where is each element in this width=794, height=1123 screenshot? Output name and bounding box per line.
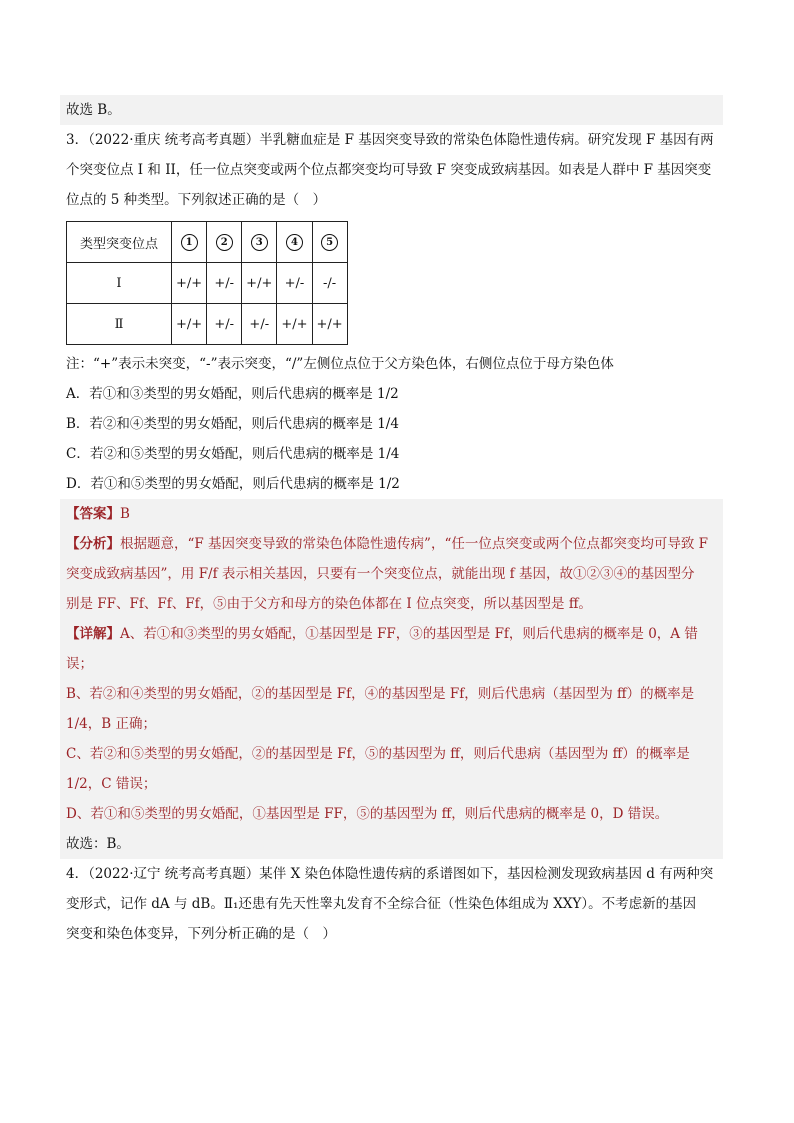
answer-explanation-block (60, 499, 723, 859)
q3-stem-line-3: 位点的 5 种类型。下列叙述正确的是（ ） (66, 192, 327, 208)
answer-label: 【答案】 (66, 506, 120, 522)
analysis-text-1: 根据题意，“F 基因突变导致的常染色体隐性遗传病”，“任一位点突变或两个位点都突变均可导致 F (120, 536, 709, 552)
q3-conclusion: 故选：B。 (66, 836, 130, 852)
answer-value: B (120, 506, 130, 522)
table-cell: +/- (277, 263, 312, 304)
row-label-site-1: I (67, 263, 172, 304)
table-cell: +/+ (172, 263, 207, 304)
q4-stem-line-3: 突变和染色体变异，下列分析正确的是（ ） (66, 926, 336, 942)
analysis-line-3: 别是 FF、Ff、Ff、Ff，⑤由于父方和母方的染色体都在 I 位点突变，所以基因型是 ff。 (66, 596, 592, 612)
question-4 (66, 859, 723, 949)
previous-question-conclusion: 故选 B。 (60, 95, 723, 125)
analysis-line-2: 突变成致病基因”，用 F/f 表示相关基因，只要有一个突变位点，就能出现 f 基因，故①②③④的基因型分 (66, 566, 695, 582)
row-label-site-2: Ⅱ (67, 304, 172, 345)
analysis-label: 【分析】 (66, 536, 120, 552)
analysis-line-1 (66, 529, 723, 559)
type-3-header: 3 (242, 222, 277, 263)
detail-d-line: D、若①和⑤类型的男女婚配，①基因型是 FF，⑤的基因型为 ff，则后代患病的概率是 0，D 错误。 (66, 806, 669, 822)
table-header-row (67, 222, 348, 263)
detail-label: 【详解】 (66, 626, 120, 642)
detail-a-line-2: 误； (66, 656, 93, 672)
table-note: 注：“+”表示未突变，“-”表示突变，“/”左侧位点位于父方染色体，右侧位点位于母方染色体 (66, 356, 614, 372)
table-cell: +/- (207, 304, 242, 345)
answer-line (66, 499, 723, 529)
type-5-header: 5 (312, 222, 347, 263)
table-cell: -/- (312, 263, 347, 304)
mutation-type-table (66, 221, 348, 345)
detail-a-text: A、若①和③类型的男女婚配，①基因型是 FF，③的基因型是 Ff，则后代患病的概率是 0，A 错 (120, 626, 698, 642)
q3-stem-line-2: 个突变位点 I 和 II，任一位点突变或两个位点都突变均可导致 F 突变成致病基因。如表是人群中 F 基因突变 (66, 162, 712, 178)
detail-a-line-1 (66, 619, 723, 649)
q3-stem-line-1: 3．（2022·重庆 统考高考真题）半乳糖血症是 F 基因突变导致的常染色体隐性遗传病。研究发现 F 基因有两 (66, 132, 714, 148)
table-cell: +/- (242, 304, 277, 345)
detail-b-line-1: B、若②和④类型的男女婚配，②的基因型是 Ff，④的基因型是 Ff，则后代患病（基因型为 ff）的概率是 (66, 686, 695, 702)
table-cell: +/+ (312, 304, 347, 345)
type-1-header: 1 (172, 222, 207, 263)
table-cell: +/+ (242, 263, 277, 304)
q4-stem-line-1: 4．（2022·辽宁 统考高考真题）某伴 X 染色体隐性遗传病的系谱图如下，基因检测发现致病基因 d 有两种突 (66, 866, 714, 882)
table-header-cell: 类型突变位点 (67, 222, 172, 263)
detail-c-line-2: 1/2，C 错误； (66, 776, 157, 792)
type-4-header: 4 (277, 222, 312, 263)
table-cell: +/+ (277, 304, 312, 345)
detail-b-line-2: 1/4，B 正确； (66, 716, 156, 732)
option-b: B．若②和④类型的男女婚配，则后代患病的概率是 1/4 (66, 416, 399, 432)
table-cell: +/- (207, 263, 242, 304)
document-page (66, 95, 723, 949)
table-row (67, 304, 348, 345)
option-d: D．若①和⑤类型的男女婚配，则后代患病的概率是 1/2 (66, 476, 400, 492)
detail-c-line-1: C、若②和⑤类型的男女婚配，②的基因型是 Ff，⑤的基因型为 ff，则后代患病（基因型为 ff）的概率是 (66, 746, 690, 762)
option-c: C．若②和⑤类型的男女婚配，则后代患病的概率是 1/4 (66, 446, 400, 462)
q4-stem-line-2: 变形式，记作 dA 与 dB。Ⅱ₁还患有先天性睾丸发育不全综合征（性染色体组成为 XXY）。不考虑新的基因 (66, 896, 697, 912)
table-cell: +/+ (172, 304, 207, 345)
question-3 (66, 125, 723, 859)
table-row (67, 263, 348, 304)
type-2-header: 2 (207, 222, 242, 263)
option-a: A．若①和③类型的男女婚配，则后代患病的概率是 1/2 (66, 386, 399, 402)
